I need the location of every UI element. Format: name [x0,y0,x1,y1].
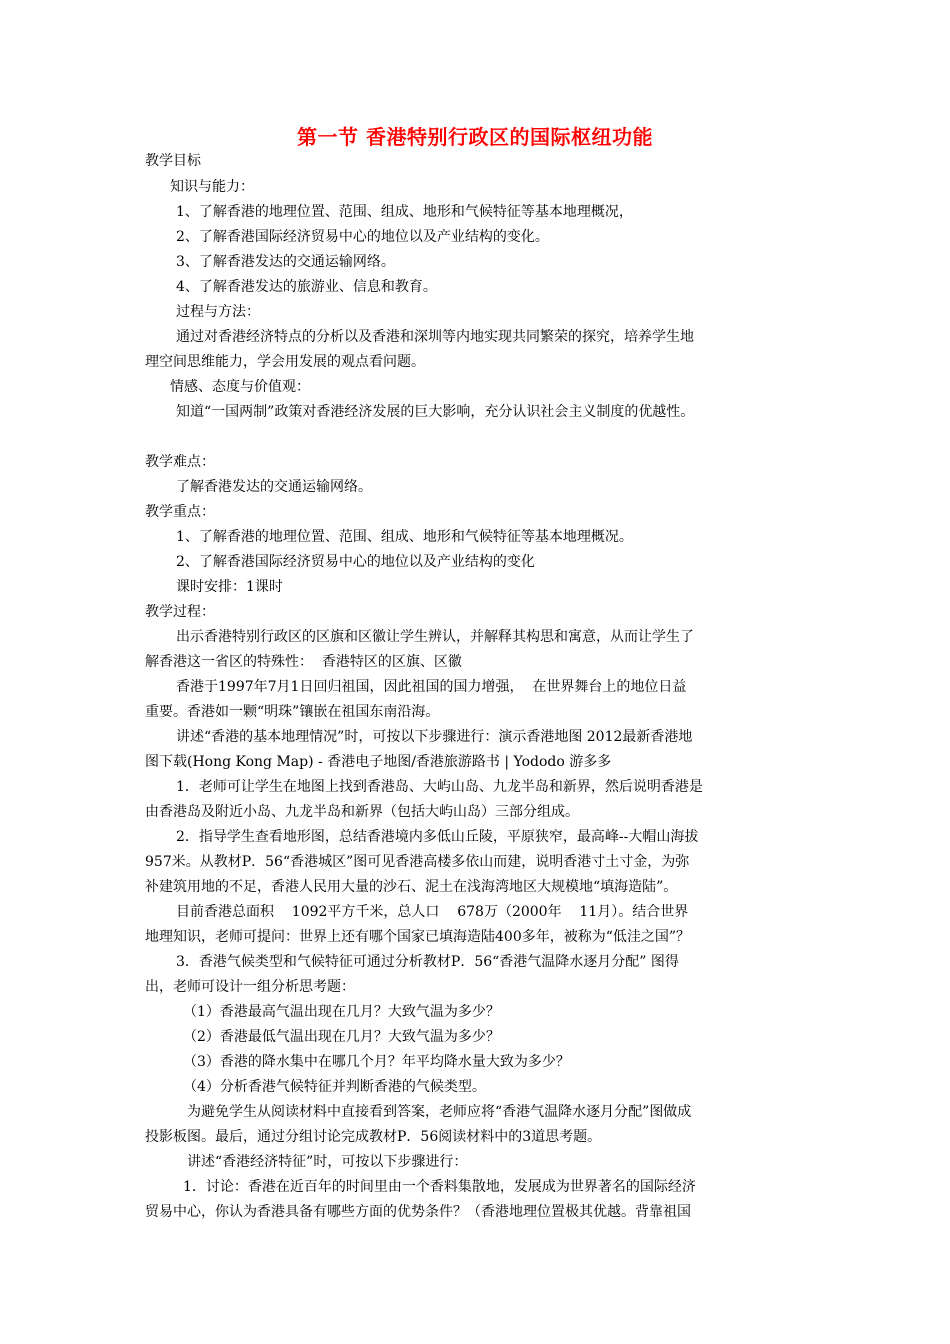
text-line: 补建筑用地的不足，香港人民用大量的沙石、泥土在浅海湾地区大规模地“填海造陆”。 [145,879,678,895]
text-line: 2、了解香港国际经济贸易中心的地位以及产业结构的变化。 [176,229,549,245]
text-line: 情感、态度与价值观： [170,379,310,395]
text-line: （2）香港最低气温出现在几月？大致气温为多少？ [183,1029,500,1045]
text-line: （1）香港最高气温出现在几月？大致气温为多少？ [183,1004,500,1020]
text-line: 教学目标 [145,153,201,169]
text-line: 课时安排：1课时 [176,579,283,595]
text-line: 讲述“香港经济特征”时，可按以下步骤进行： [187,1154,468,1170]
text-line: （3）香港的降水集中在哪几个月？年平均降水量大致为多少？ [183,1054,570,1070]
text-line: 2、了解香港国际经济贸易中心的地位以及产业结构的变化 [176,554,535,570]
text-line: 957米。从教材P．56“香港城区”图可见香港高楼多依山而建，说明香港寸土寸金，为弥 [145,854,690,870]
text-line: 4、了解香港发达的旅游业、信息和教育。 [176,279,437,295]
text-line: （4）分析香港气候特征并判断香港的气候类型。 [183,1079,486,1095]
text-line: 教学难点： [145,454,215,470]
text-line: 出示香港特别行政区的区旗和区徽让学生辨认，并解释其构思和寓意，从而让学生了 [176,629,694,645]
text-line: 投影板图。最后，通过分组讨论完成教材P．56阅读材料中的3道思考题。 [145,1129,602,1145]
text-line: 1、了解香港的地理位置、范围、组成、地形和气候特征等基本地理概况， [176,204,633,220]
text-line: 教学过程： [145,604,215,620]
text-line: 图下载(Hong Kong Map) - 香港电子地图/香港旅游路书 | Yododo 游多多 [145,754,612,770]
text-line: 贸易中心，你认为香港具备有哪些方面的优势条件？（香港地理位置极其优越。背靠祖国 [145,1204,691,1220]
text-line: 知识与能力： [170,179,254,195]
text-line: 重要。香港如一颗“明珠”镶嵌在祖国东南沿海。 [145,704,440,720]
text-line: 解香港这一省区的特殊性： 香港特区的区旗、区徽 [145,654,462,670]
text-line: 过程与方法： [176,304,260,320]
text-line: 香港于1997年7月1日回归祖国，因此祖国的国力增强， 在世界舞台上的地位日益 [176,679,687,695]
text-line: 理空间思维能力，学会用发展的观点看问题。 [145,354,425,370]
document-title: 第一节 香港特别行政区的国际枢纽功能 [297,125,653,149]
text-line: 3、了解香港发达的交通运输网络。 [176,254,395,270]
text-line: 1．讨论：香港在近百年的时间里由一个香料集散地，发展成为世界著名的国际经济 [183,1179,696,1195]
text-line: 了解香港发达的交通运输网络。 [176,479,372,495]
text-line: 2．指导学生查看地形图，总结香港境内多低山丘陵，平原狭窄，最高峰--大帽山海拔 [176,829,699,845]
text-line: 通过对香港经济特点的分析以及香港和深圳等内地实现共同繁荣的探究，培养学生地 [176,329,694,345]
text-line: 教学重点： [145,504,215,520]
text-line: 3．香港气候类型和气候特征可通过分析教材P．56“香港气温降水逐月分配” 图得 [176,954,679,970]
text-line: 为避免学生从阅读材料中直接看到答案，老师应将“香港气温降水逐月分配”图做成 [187,1104,692,1120]
text-line: 1．老师可让学生在地图上找到香港岛、大屿山岛、九龙半岛和新界，然后说明香港是 [176,779,703,795]
text-line: 目前香港总面积 1092平方千米，总人口 678万（2000年 11月）。结合世界 [176,904,689,920]
text-line: 出，老师可设计一组分析思考题： [145,979,355,995]
text-line: 由香港岛及附近小岛、九龙半岛和新界（包括大屿山岛）三部分组成。 [145,804,579,820]
text-line: 地理知识，老师可提问：世界上还有哪个国家已填海造陆400多年，被称为“低洼之国”？ [145,929,691,945]
text-line: 1、了解香港的地理位置、范围、组成、地形和气候特征等基本地理概况。 [176,529,633,545]
text-line: 知道“一国两制”政策对香港经济发展的巨大影响，充分认识社会主义制度的优越性。 [176,404,695,420]
text-line: 讲述“香港的基本地理情况”时，可按以下步骤进行：演示香港地图 2012最新香港地 [176,729,693,745]
